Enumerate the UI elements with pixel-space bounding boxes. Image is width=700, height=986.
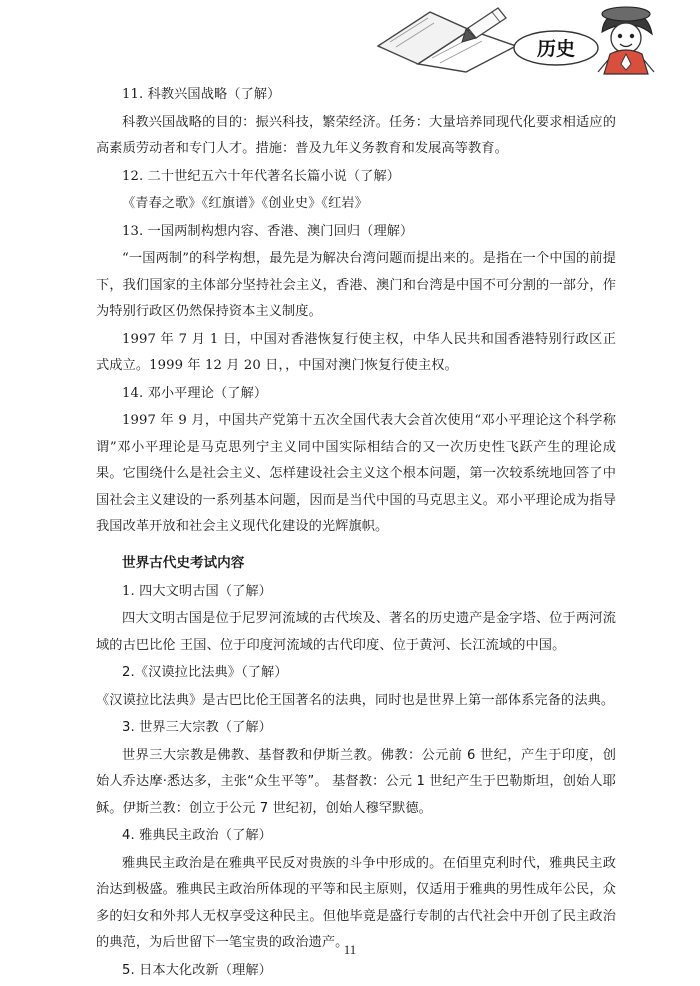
paragraph: “一国两制”的科学构想，最先是为解决台湾问题而提出来的。是指在一个中国的前提下，我们国家的主体部分坚持社会主义，香港、澳门和台湾是中国不可分割的一部分，作为特别行政区仍然保持资本主义制度。 <box>96 251 616 319</box>
page-number: 11 <box>343 942 357 957</box>
paragraph: 科教兴国战略的目的：振兴科技，繁荣经济。任务：大量培养同现代化要求相适应的高素质劳动者和专门人才。措施：普及九年义务教育和发展高等教育。 <box>96 114 616 156</box>
paragraph: 12. 二十世纪五六十年代著名长篇小说（了解） <box>122 168 401 184</box>
subject-badge-label: 历史 <box>536 38 576 60</box>
student-mascot-icon <box>598 7 654 74</box>
paragraph: 11. 科教兴国战略（了解） <box>122 87 281 102</box>
paragraph: 雅典民主政治是在雅典平民反对贵族的斗争中形成的。在佰里克利时代，雅典民主政治达到极盛。雅典民主政治所体现的平等和民主原则，仅适用于雅典的男性成年公民，众多的妇女和外邦人无权享受这种民主。但他毕竟是盛行专制的古代社会中开创了民主政治的典范，为后世留下一笔宝贵的政治遗产。 <box>96 855 616 950</box>
paragraph: 世界三大宗教是佛教、基督教和伊斯兰教。佛教：公元前 6 世纪，产生于印度，创始人乔达摩·悉达多，主张“众生平等”。 基督教：公元 1 世纪产生于巴勒斯坦，创始人耶稣。伊斯兰教：创立于公元 7 世纪初，创始人穆罕默德。 <box>96 747 616 816</box>
header-decoration <box>370 2 670 76</box>
paragraph: 14. 邓小平理论（了解） <box>122 385 268 401</box>
paragraph: 2.《汉谟拉比法典》（了解） <box>122 665 288 680</box>
paragraph: 《汉谟拉比法典》是古巴比伦王国著名的法典，同时也是世界上第一部体系完备的法典。 <box>96 692 615 708</box>
section-heading: 世界古代史考试内容 <box>122 554 245 571</box>
document-body <box>96 82 616 985</box>
paragraph: 1. 四大文明古国（了解） <box>122 583 272 599</box>
paragraph: 《青春之歌》《红旗谱》《创业史》《红岩》 <box>122 196 368 211</box>
paragraph: 4. 雅典民主政治（了解） <box>122 828 272 843</box>
paragraph: 1997 年 9 月，中国共产党第十五次全国代表大会首次使用“邓小平理论这个科学称谓”邓小平理论是马克思列宁主义同中国实际相结合的又一次历史性飞跃产生的理论成果。它围绕什么是社会主义、怎样建设社会主义这个根本问题，第一次较系统地回答了中国社会主义建设的一系列基本问题，因而是当代中国的马克思主义。邓小平理论成为指导我国改革开放和社会主义现代化建设的光辉旗帜。 <box>96 413 616 534</box>
paragraph: 3. 世界三大宗教（了解） <box>122 720 272 735</box>
paragraph: 5. 日本大化改新（理解） <box>122 962 272 978</box>
paragraph: 13. 一国两制构想内容、香港、澳门回归（理解） <box>122 223 414 239</box>
paragraph: 1997 年 7 月 1 日，中国对香港恢复行使主权，中华人民共和国香港特别行政区正式成立。1999 年 12 月 20 日，，中国对澳门恢复行使主权。 <box>96 331 616 373</box>
subject-badge <box>514 31 598 65</box>
page-header <box>0 0 700 78</box>
paragraph: 四大文明古国是位于尼罗河流域的古代埃及、著名的历史遗产是金字塔、位于两河流域的古巴比伦 王国、位于印度河流域的古代印度、位于黄河、长江流域的中国。 <box>96 611 616 653</box>
